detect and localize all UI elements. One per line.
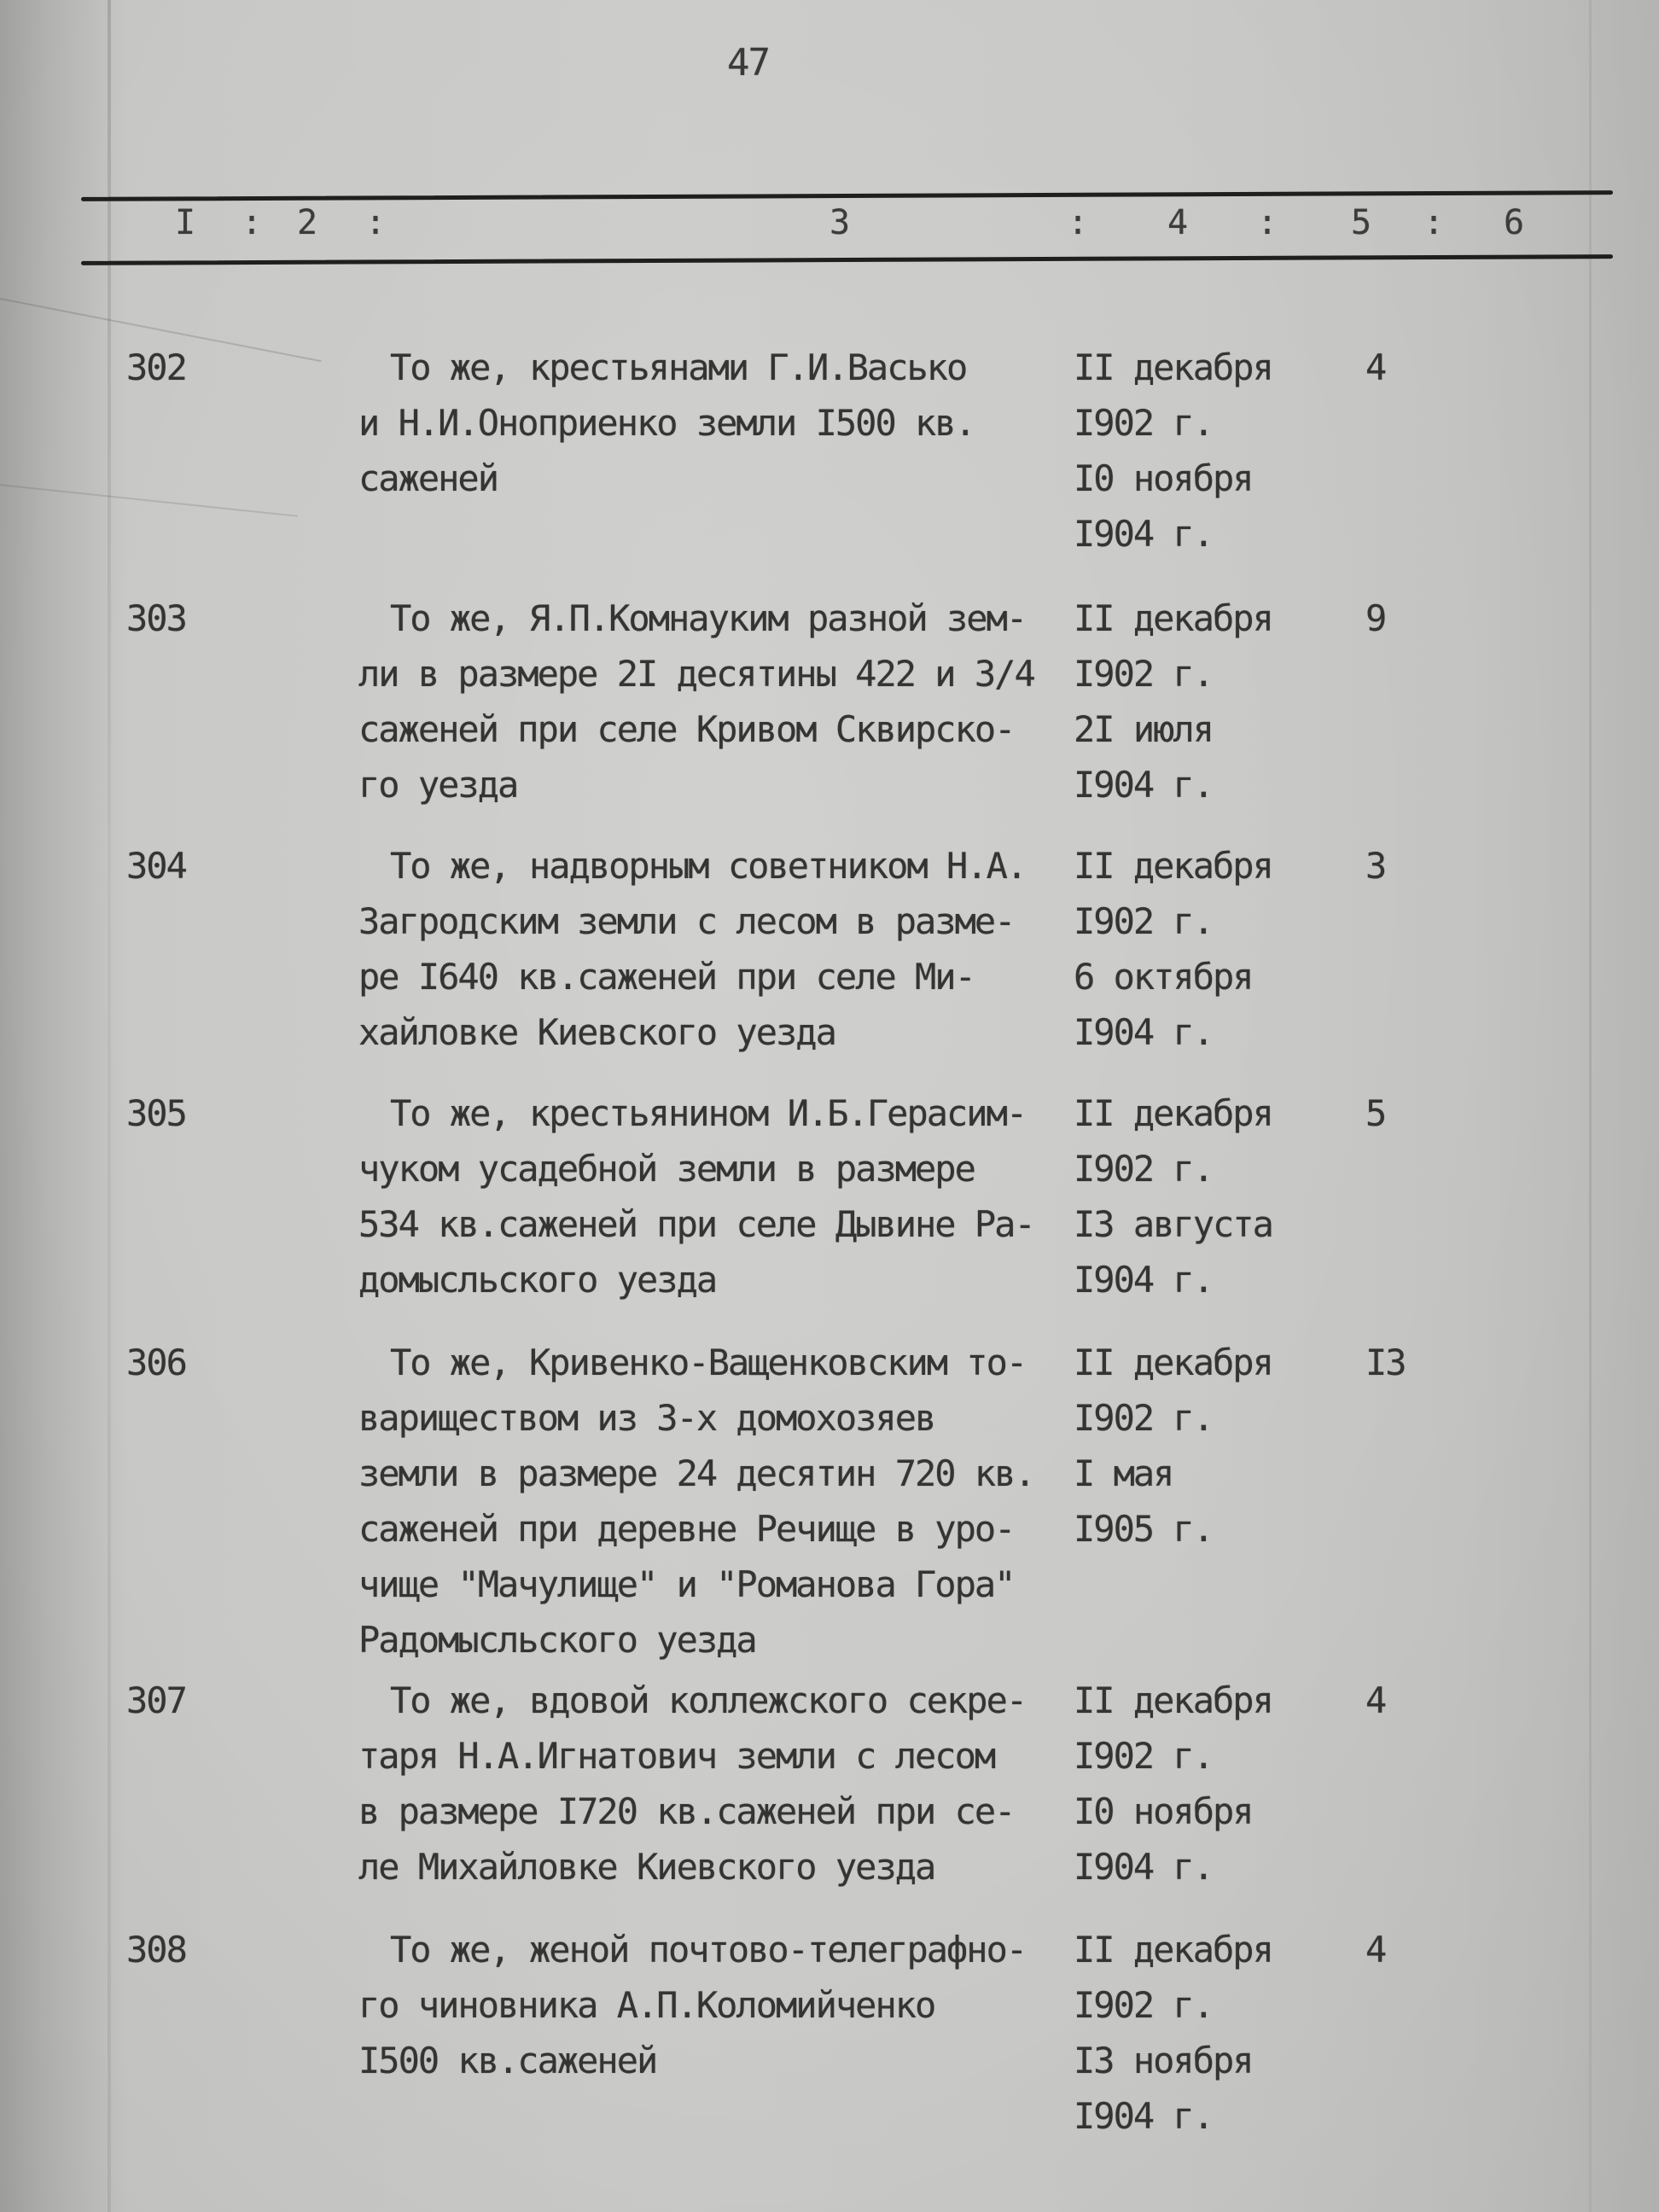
entry-date-line: I0 ноября [1074, 457, 1253, 499]
column-header-cell: : [1423, 203, 1445, 242]
entry-date-line: II декабря [1074, 845, 1272, 887]
entry-dates [1074, 591, 1313, 812]
entry-date-line: I902 г. [1074, 1735, 1214, 1777]
entry-number: 304 [126, 845, 186, 887]
entry-sheet-count: I3 [1365, 1342, 1406, 1383]
entry-date-line: I3 августа [1074, 1203, 1272, 1245]
entry-description-line: То же, крестьянином И.Б.Герасим- [390, 1092, 1027, 1134]
entry-sheet-count: 4 [1365, 1929, 1386, 1970]
entry-description-line: саженей [358, 457, 498, 499]
entry-description [358, 1086, 1084, 1307]
entry-description-line: I500 кв.саженей [358, 2040, 657, 2081]
entry-dates [1074, 1335, 1313, 1557]
entry-date-line: I904 г. [1074, 2095, 1214, 2137]
column-header-cell: : [242, 203, 263, 242]
entry-description-line: То же, Кривенко-Ващенковским то- [390, 1342, 1027, 1383]
entry-date-line: I мая [1074, 1452, 1173, 1494]
column-header-cell: 4 [1167, 203, 1189, 242]
entry-description-line: ли в размере 2I десятины 422 и 3/4 [358, 653, 1034, 695]
column-header-cell: : [1257, 203, 1278, 242]
entry-sheet-count: 4 [1365, 346, 1386, 388]
column-header-cell: 6 [1504, 203, 1525, 242]
entry-dates [1074, 340, 1313, 562]
entry-date-line: I904 г. [1074, 1846, 1214, 1888]
entry-description-line: хайловке Киевского уезда [358, 1011, 835, 1053]
entry-date-line: I902 г. [1074, 1984, 1214, 2026]
entry-description-line: чище "Мачулище" и "Романова Гора" [358, 1563, 1015, 1605]
entry-dates [1074, 838, 1313, 1060]
entry-description-line: ле Михайловке Киевского уезда [358, 1846, 935, 1888]
entry-description-line: ре I640 кв.саженей при селе Ми- [358, 956, 975, 998]
column-header-cell: : [1068, 203, 1089, 242]
column-header-cell: 3 [830, 203, 851, 242]
entry-dates [1074, 1086, 1313, 1307]
entry-date-line: I904 г. [1074, 1011, 1214, 1053]
entry-date-line: I3 ноября [1074, 2040, 1253, 2081]
entry-number: 305 [126, 1092, 186, 1134]
entry-dates [1074, 1673, 1313, 1895]
entry-number: 307 [126, 1679, 186, 1721]
entry-description [358, 1922, 1084, 2144]
entry-date-line: I902 г. [1074, 402, 1214, 444]
entry-description [358, 838, 1084, 1060]
entry-number: 306 [126, 1342, 186, 1383]
entry-description-line: Радомысльского уезда [358, 1619, 756, 1661]
entry-number: 303 [126, 597, 186, 639]
entry-description [358, 1335, 1084, 1668]
entry-description-line: в размере I720 кв.саженей при се- [358, 1790, 1015, 1832]
entry-date-line: II декабря [1074, 1929, 1272, 1970]
entry-description-line: То же, Я.П.Комнауким разной зем- [390, 597, 1027, 639]
entry-description-line: земли в размере 24 десятин 720 кв. [358, 1452, 1034, 1494]
column-header-cell: 5 [1351, 203, 1372, 242]
entry-date-line: I904 г. [1074, 513, 1214, 555]
column-header-cell: I [175, 203, 196, 242]
entry-date-line: I904 г. [1074, 764, 1214, 806]
entry-description-line: Загродским земли с лесом в разме- [358, 900, 1015, 942]
entry-date-line: I0 ноября [1074, 1790, 1253, 1832]
entry-description-line: таря Н.А.Игнатович земли с лесом [358, 1735, 995, 1777]
column-header-cell: 2 [297, 203, 318, 242]
entry-description-line: То же, женой почтово-телеграфно- [390, 1929, 1027, 1970]
entry-date-line: 2I июля [1074, 708, 1214, 750]
entry-sheet-count: 3 [1365, 845, 1386, 887]
entry-date-line: I902 г. [1074, 900, 1214, 942]
entry-description-line [358, 2088, 1084, 2144]
entry-description [358, 1673, 1084, 1895]
page-number: 47 [727, 41, 769, 84]
entry-description-line: го уезда [358, 764, 518, 806]
entry-description [358, 340, 1084, 506]
entry-date-line: I902 г. [1074, 1148, 1214, 1190]
entry-date-line: I904 г. [1074, 1259, 1214, 1301]
entry-date-line: II декабря [1074, 1342, 1272, 1383]
entry-description [358, 591, 1084, 812]
entry-description-line: 534 кв.саженей при селе Дывине Ра- [358, 1203, 1034, 1245]
entry-description-line: То же, крестьянами Г.И.Васько [390, 346, 967, 388]
entry-date-line: I905 г. [1074, 1508, 1214, 1550]
entry-date-line: II декабря [1074, 1092, 1272, 1134]
entry-description-line: и Н.И.Оноприенко земли I500 кв. [358, 402, 975, 444]
entry-description-line: вариществом из 3-х домохозяев [358, 1397, 935, 1439]
entry-date-line: I902 г. [1074, 653, 1214, 695]
entry-dates [1074, 1922, 1313, 2144]
entry-description-line: То же, вдовой коллежского секре- [390, 1679, 1027, 1721]
entry-sheet-count: 5 [1365, 1092, 1386, 1134]
entry-description-line: чуком усадебной земли в размере [358, 1148, 975, 1190]
entry-date-line: II декабря [1074, 597, 1272, 639]
entry-date-line: II декабря [1074, 346, 1272, 388]
entry-description-line: саженей при селе Кривом Сквирско- [358, 708, 1015, 750]
entry-date-line: 6 октября [1074, 956, 1253, 998]
entry-date-line: II декабря [1074, 1679, 1272, 1721]
column-header-cell: : [365, 203, 387, 242]
entry-sheet-count: 9 [1365, 597, 1386, 639]
entry-description-line: То же, надворным советником Н.А. [390, 845, 1027, 887]
entry-description-line: го чиновника А.П.Коломийченко [358, 1984, 935, 2026]
entry-sheet-count: 4 [1365, 1679, 1386, 1721]
entry-description-line: саженей при деревне Речище в уро- [358, 1508, 1015, 1550]
entry-description-line: домысльского уезда [358, 1259, 717, 1301]
entry-number: 308 [126, 1929, 186, 1970]
entry-number: 302 [126, 346, 186, 388]
entry-date-line: I902 г. [1074, 1397, 1214, 1439]
